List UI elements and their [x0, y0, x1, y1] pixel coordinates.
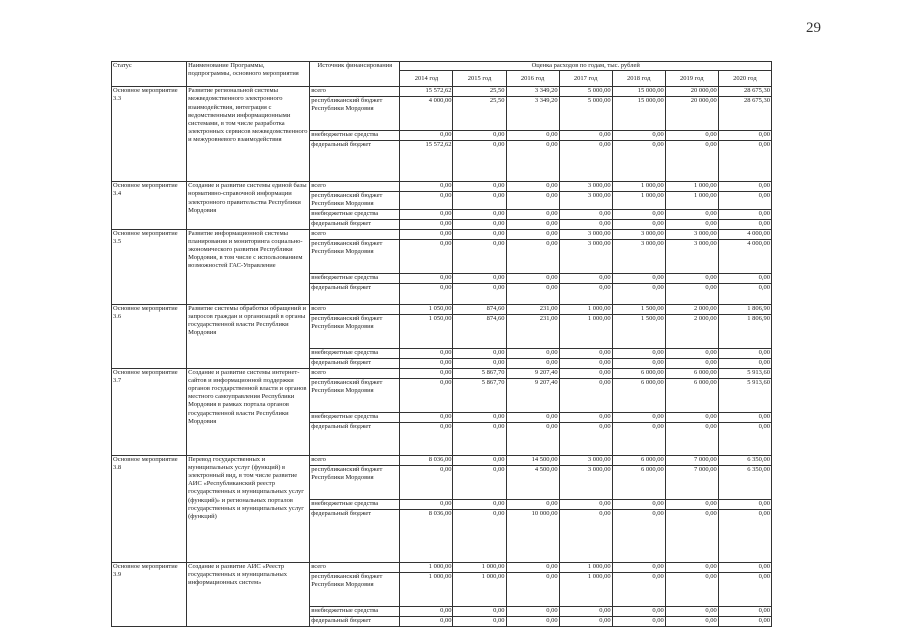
row-value: 0,00 — [400, 358, 453, 368]
table-row — [112, 87, 772, 97]
row-value: 6 000,00 — [665, 378, 718, 412]
row-status: Основное мероприятие 3.4 — [112, 182, 187, 229]
header-year: 2020 год — [718, 71, 771, 87]
row-value: 0,00 — [718, 141, 771, 182]
header-year: 2015 год — [453, 71, 506, 87]
row-value: 0,00 — [400, 412, 453, 422]
row-name: Развитие системы обработки обращений и запросов граждан и организаций в органы государственной власти Республики Мордовия — [187, 304, 310, 368]
row-value: 0,00 — [506, 219, 559, 229]
row-status: Основное мероприятие 3.5 — [112, 229, 187, 304]
row-value: 20 000,00 — [665, 97, 718, 131]
row-value: 0,00 — [506, 182, 559, 192]
row-value: 0,00 — [506, 606, 559, 616]
table-row — [112, 455, 772, 465]
row-value: 0,00 — [665, 358, 718, 368]
row-value: 0,00 — [718, 192, 771, 209]
row-value: 0,00 — [400, 229, 453, 239]
row-value: 0,00 — [506, 229, 559, 239]
row-value: 6 000,00 — [665, 368, 718, 378]
row-value: 0,00 — [559, 273, 612, 283]
row-value: 0,00 — [506, 192, 559, 209]
row-value: 0,00 — [665, 131, 718, 141]
row-value: 0,00 — [665, 412, 718, 422]
row-value: 7 000,00 — [665, 455, 718, 465]
row-value: 1 000,00 — [559, 314, 612, 348]
row-value: 0,00 — [559, 606, 612, 616]
row-value: 15 000,00 — [612, 87, 665, 97]
row-value: 4 000,00 — [718, 229, 771, 239]
row-value: 1 000,00 — [453, 562, 506, 572]
row-value: 0,00 — [718, 182, 771, 192]
row-name: Создание и развитие системы интернет-сайтов и информационной поддержки органов государственной власти и органов местного самоуправления Республики Мордовия в рамках портала органов государственной власти Республики Мордовия — [187, 368, 310, 455]
row-value: 5 867,70 — [453, 378, 506, 412]
row-value: 8 036,00 — [400, 509, 453, 562]
row-value: 0,00 — [559, 412, 612, 422]
row-value: 0,00 — [506, 499, 559, 509]
row-value: 3 000,00 — [559, 239, 612, 273]
row-value: 4 000,00 — [718, 239, 771, 273]
row-value: 1 000,00 — [665, 182, 718, 192]
header-year: 2018 год — [612, 71, 665, 87]
row-name: Создание и развитие АИС «Реестр государственных и муниципальных информационных систем» — [187, 562, 310, 626]
row-value: 3 349,20 — [506, 87, 559, 97]
row-value: 0,00 — [453, 455, 506, 465]
row-value: 0,00 — [559, 348, 612, 358]
row-source: федеральный бюджет — [310, 509, 400, 562]
row-value: 0,00 — [506, 572, 559, 606]
row-value: 0,00 — [665, 273, 718, 283]
row-value: 6 350,00 — [718, 455, 771, 465]
row-source: внебюджетные средства — [310, 348, 400, 358]
row-value: 0,00 — [612, 273, 665, 283]
row-value: 0,00 — [506, 283, 559, 304]
row-source: федеральный бюджет — [310, 219, 400, 229]
row-value: 0,00 — [506, 616, 559, 626]
row-status: Основное мероприятие 3.6 — [112, 304, 187, 368]
row-value: 0,00 — [506, 358, 559, 368]
row-value: 1 000,00 — [559, 562, 612, 572]
row-source: всего — [310, 304, 400, 314]
row-value: 3 000,00 — [612, 229, 665, 239]
row-value: 0,00 — [506, 141, 559, 182]
row-value: 15 572,62 — [400, 87, 453, 97]
table-row — [112, 368, 772, 378]
header-name: Наименование Программы, подпрограммы, основного мероприятия — [187, 62, 310, 87]
row-value: 0,00 — [612, 219, 665, 229]
row-value: 3 000,00 — [559, 229, 612, 239]
row-source: внебюджетные средства — [310, 131, 400, 141]
row-value: 0,00 — [559, 209, 612, 219]
row-value: 0,00 — [718, 219, 771, 229]
row-value: 0,00 — [665, 499, 718, 509]
row-source: республиканский бюджет Республики Мордовия — [310, 465, 400, 499]
header-year: 2016 год — [506, 71, 559, 87]
row-value: 3 000,00 — [559, 465, 612, 499]
row-name: Развитие информационной системы планирования и мониторинга социально-экономического развития Республики Мордовия, в том числе с использованием возможностей ГАС-Управление — [187, 229, 310, 304]
row-value: 5 000,00 — [559, 97, 612, 131]
row-source: республиканский бюджет Республики Мордовия — [310, 572, 400, 606]
row-value: 0,00 — [559, 422, 612, 455]
row-value: 0,00 — [612, 358, 665, 368]
row-value: 0,00 — [453, 616, 506, 626]
row-value: 0,00 — [400, 616, 453, 626]
row-value: 0,00 — [453, 131, 506, 141]
row-value: 0,00 — [453, 273, 506, 283]
row-value: 0,00 — [612, 348, 665, 358]
row-value: 0,00 — [400, 606, 453, 616]
row-source: республиканский бюджет Республики Мордовия — [310, 314, 400, 348]
row-value: 0,00 — [453, 422, 506, 455]
row-value: 0,00 — [665, 219, 718, 229]
row-value: 6 000,00 — [612, 368, 665, 378]
row-value: 231,00 — [506, 314, 559, 348]
header-estimate: Оценка расходов по годам, тыс. рублей — [400, 62, 772, 71]
row-value: 9 207,40 — [506, 378, 559, 412]
row-value: 25,50 — [453, 87, 506, 97]
row-value: 0,00 — [718, 412, 771, 422]
row-value: 0,00 — [506, 131, 559, 141]
row-value: 0,00 — [612, 422, 665, 455]
row-value: 4 000,00 — [400, 97, 453, 131]
row-value: 0,00 — [559, 141, 612, 182]
row-value: 0,00 — [665, 348, 718, 358]
row-value: 0,00 — [612, 562, 665, 572]
row-value: 0,00 — [718, 358, 771, 368]
row-value: 0,00 — [453, 229, 506, 239]
header-year: 2017 год — [559, 71, 612, 87]
row-source: федеральный бюджет — [310, 141, 400, 182]
row-value: 0,00 — [612, 131, 665, 141]
row-value: 0,00 — [453, 412, 506, 422]
row-value: 5 867,70 — [453, 368, 506, 378]
row-value: 3 000,00 — [665, 229, 718, 239]
row-value: 0,00 — [718, 131, 771, 141]
row-source: республиканский бюджет Республики Мордовия — [310, 239, 400, 273]
header-source: Источник финансирования — [310, 62, 400, 87]
row-source: всего — [310, 368, 400, 378]
row-value: 0,00 — [612, 209, 665, 219]
row-value: 0,00 — [665, 141, 718, 182]
page-number: 29 — [806, 20, 821, 36]
row-value: 0,00 — [506, 239, 559, 273]
row-value: 9 207,40 — [506, 368, 559, 378]
row-value: 0,00 — [559, 368, 612, 378]
row-value: 0,00 — [718, 422, 771, 455]
table-row — [112, 229, 772, 239]
row-value: 0,00 — [506, 422, 559, 455]
row-value: 1 000,00 — [400, 562, 453, 572]
row-value: 1 806,90 — [718, 304, 771, 314]
row-value: 0,00 — [400, 422, 453, 455]
row-value: 0,00 — [506, 273, 559, 283]
row-value: 6 000,00 — [612, 455, 665, 465]
row-source: внебюджетные средства — [310, 209, 400, 219]
row-value: 8 036,00 — [400, 455, 453, 465]
row-value: 5 913,60 — [718, 368, 771, 378]
row-value: 0,00 — [665, 509, 718, 562]
row-value: 874,60 — [453, 304, 506, 314]
row-value: 1 000,00 — [400, 572, 453, 606]
row-value: 1 000,00 — [665, 192, 718, 209]
row-status: Основное мероприятие 3.3 — [112, 87, 187, 182]
row-value: 0,00 — [718, 509, 771, 562]
row-value: 6 000,00 — [612, 378, 665, 412]
row-source: республиканский бюджет Республики Мордовия — [310, 97, 400, 131]
row-value: 0,00 — [506, 348, 559, 358]
row-value: 0,00 — [453, 209, 506, 219]
row-value: 0,00 — [453, 192, 506, 209]
row-value: 0,00 — [400, 209, 453, 219]
row-value: 0,00 — [453, 358, 506, 368]
row-value: 0,00 — [506, 562, 559, 572]
row-value: 0,00 — [718, 562, 771, 572]
row-value: 1 000,00 — [612, 192, 665, 209]
row-name: Развитие региональной системы межведомственного электронного взаимодействия, интеграция с ведомственными информационными системами, в том числе разработка электронных сервисов межведомственного и межуровневого взаимодействия — [187, 87, 310, 182]
row-value: 0,00 — [559, 509, 612, 562]
row-value: 0,00 — [718, 606, 771, 616]
row-value: 0,00 — [559, 616, 612, 626]
header-year: 2014 год — [400, 71, 453, 87]
row-value: 15 000,00 — [612, 97, 665, 131]
row-value: 1 050,00 — [400, 314, 453, 348]
row-value: 0,00 — [400, 499, 453, 509]
row-value: 3 000,00 — [559, 182, 612, 192]
row-value: 0,00 — [400, 378, 453, 412]
row-value: 6 000,00 — [612, 465, 665, 499]
row-value: 0,00 — [400, 182, 453, 192]
row-value: 0,00 — [453, 182, 506, 192]
row-status: Основное мероприятие 3.9 — [112, 562, 187, 626]
row-value: 0,00 — [453, 465, 506, 499]
table-row — [112, 562, 772, 572]
row-value: 0,00 — [453, 283, 506, 304]
row-value: 0,00 — [453, 348, 506, 358]
row-value: 3 000,00 — [559, 455, 612, 465]
row-value: 0,00 — [718, 209, 771, 219]
row-value: 0,00 — [665, 562, 718, 572]
row-value: 0,00 — [612, 572, 665, 606]
row-value: 0,00 — [665, 572, 718, 606]
row-source: федеральный бюджет — [310, 616, 400, 626]
row-value: 0,00 — [400, 239, 453, 273]
row-value: 1 000,00 — [612, 182, 665, 192]
row-value: 7 000,00 — [665, 465, 718, 499]
row-value: 0,00 — [612, 141, 665, 182]
row-value: 25,50 — [453, 97, 506, 131]
row-value: 3 349,20 — [506, 97, 559, 131]
row-value: 0,00 — [559, 283, 612, 304]
row-value: 0,00 — [718, 572, 771, 606]
row-value: 874,60 — [453, 314, 506, 348]
row-value: 0,00 — [453, 141, 506, 182]
row-source: всего — [310, 182, 400, 192]
row-status: Основное мероприятие 3.7 — [112, 368, 187, 455]
row-value: 0,00 — [400, 219, 453, 229]
row-value: 28 675,30 — [718, 97, 771, 131]
row-value: 231,00 — [506, 304, 559, 314]
row-value: 3 000,00 — [612, 239, 665, 273]
row-value: 0,00 — [400, 465, 453, 499]
row-value: 0,00 — [612, 499, 665, 509]
row-value: 4 500,00 — [506, 465, 559, 499]
row-value: 2 000,00 — [665, 304, 718, 314]
row-value: 0,00 — [665, 283, 718, 304]
row-value: 0,00 — [612, 616, 665, 626]
row-value: 5 913,60 — [718, 378, 771, 412]
row-source: республиканский бюджет Республики Мордовия — [310, 192, 400, 209]
row-name: Перевод государственных и муниципальных услуг (функций) в электронный вид, в том числе развитие АИС «Республиканский реестр государственных и муниципальных услуг (функций)» и региональных порталов государственных и муниципальных услуг (функций) — [187, 455, 310, 562]
row-value: 0,00 — [559, 378, 612, 412]
row-source: внебюджетные средства — [310, 273, 400, 283]
row-value: 14 500,00 — [506, 455, 559, 465]
row-value: 0,00 — [612, 606, 665, 616]
row-value: 28 675,30 — [718, 87, 771, 97]
row-value: 0,00 — [559, 131, 612, 141]
row-value: 6 350,00 — [718, 465, 771, 499]
row-source: внебюджетные средства — [310, 412, 400, 422]
row-source: всего — [310, 229, 400, 239]
row-source: всего — [310, 87, 400, 97]
row-value: 0,00 — [559, 358, 612, 368]
table-row — [112, 182, 772, 192]
row-value: 1 500,00 — [612, 304, 665, 314]
row-value: 1 000,00 — [559, 572, 612, 606]
row-value: 0,00 — [665, 422, 718, 455]
table-row — [112, 304, 772, 314]
row-source: федеральный бюджет — [310, 422, 400, 455]
row-value: 0,00 — [559, 219, 612, 229]
row-value: 0,00 — [718, 499, 771, 509]
row-value: 15 572,62 — [400, 141, 453, 182]
row-value: 0,00 — [400, 192, 453, 209]
row-value: 0,00 — [453, 219, 506, 229]
row-value: 0,00 — [506, 412, 559, 422]
row-value: 0,00 — [612, 283, 665, 304]
row-source: внебюджетные средства — [310, 606, 400, 616]
row-value: 0,00 — [718, 616, 771, 626]
row-value: 10 000,00 — [506, 509, 559, 562]
header-status: Статус — [112, 62, 187, 87]
row-value: 1 500,00 — [612, 314, 665, 348]
row-value: 0,00 — [400, 368, 453, 378]
row-value: 1 806,90 — [718, 314, 771, 348]
row-value: 0,00 — [400, 348, 453, 358]
row-value: 0,00 — [665, 616, 718, 626]
row-value: 0,00 — [665, 606, 718, 616]
row-name: Создание и развитие системы единой базы нормативно-справочной информации электронного правительства Республики Мордовия — [187, 182, 310, 229]
row-value: 0,00 — [718, 273, 771, 283]
row-value: 0,00 — [400, 283, 453, 304]
row-value: 0,00 — [506, 209, 559, 219]
row-value: 1 000,00 — [559, 304, 612, 314]
row-value: 0,00 — [559, 499, 612, 509]
row-value: 2 000,00 — [665, 314, 718, 348]
row-value: 0,00 — [665, 209, 718, 219]
row-source: внебюджетные средства — [310, 499, 400, 509]
row-value: 3 000,00 — [665, 239, 718, 273]
row-source: федеральный бюджет — [310, 358, 400, 368]
row-value: 1 000,00 — [453, 572, 506, 606]
row-value: 0,00 — [453, 499, 506, 509]
row-source: всего — [310, 455, 400, 465]
row-source: федеральный бюджет — [310, 283, 400, 304]
row-value: 0,00 — [612, 412, 665, 422]
row-value: 0,00 — [400, 273, 453, 283]
row-value: 0,00 — [612, 509, 665, 562]
row-value: 1 050,00 — [400, 304, 453, 314]
budget-table — [111, 61, 772, 627]
row-value: 20 000,00 — [665, 87, 718, 97]
row-value: 5 000,00 — [559, 87, 612, 97]
row-value: 0,00 — [718, 348, 771, 358]
row-value: 0,00 — [453, 509, 506, 562]
row-value: 0,00 — [453, 606, 506, 616]
row-source: всего — [310, 562, 400, 572]
row-value: 0,00 — [718, 283, 771, 304]
row-status: Основное мероприятие 3.8 — [112, 455, 187, 562]
row-value: 3 000,00 — [559, 192, 612, 209]
row-source: республиканский бюджет Республики Мордовия — [310, 378, 400, 412]
row-value: 0,00 — [400, 131, 453, 141]
row-value: 0,00 — [453, 239, 506, 273]
header-year: 2019 год — [665, 71, 718, 87]
